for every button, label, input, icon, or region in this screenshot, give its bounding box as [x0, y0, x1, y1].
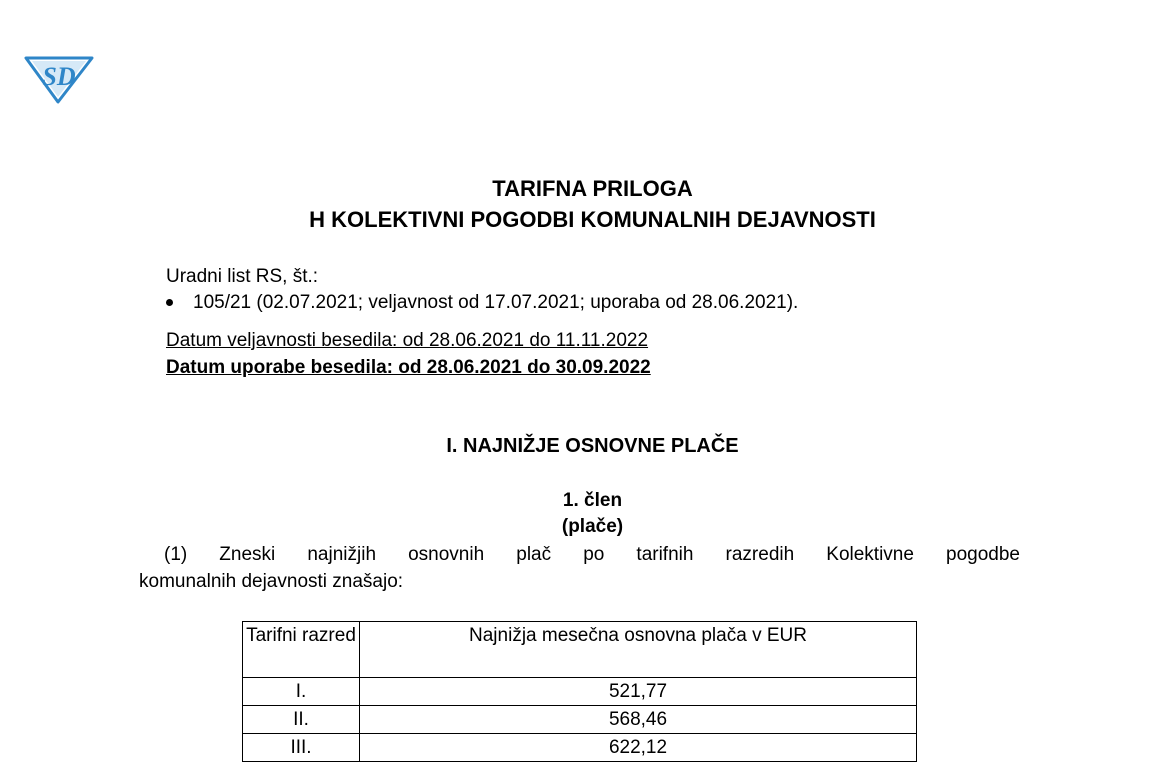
- section-heading: I. NAJNIŽJE OSNOVNE PLAČE: [446, 435, 739, 457]
- table-header-row: [243, 622, 917, 678]
- header-najnizja-placa: Najnižja mesečna osnovna plača v EUR: [360, 622, 917, 678]
- tarifni-razredi-table: [242, 621, 917, 762]
- table-row: [243, 678, 917, 706]
- paragraph-line-1: [139, 541, 1020, 568]
- paragraph-line-2: komunalnih dejavnosti znašajo:: [139, 571, 404, 592]
- header-tarifni-razred: Tarifni razred: [243, 622, 360, 678]
- cell-placa: 568,46: [360, 706, 917, 734]
- cell-placa: 622,12: [360, 734, 917, 762]
- datum-uporabe: Datum uporabe besedila: od 28.06.2021 do 30.09.2022: [166, 357, 651, 378]
- cell-placa: 521,77: [360, 678, 917, 706]
- cell-razred: I.: [243, 678, 360, 706]
- table-row: [243, 734, 917, 762]
- cell-razred: III.: [243, 734, 360, 762]
- document-title: TARIFNA PRILOGA: [492, 176, 693, 201]
- table-row: [243, 706, 917, 734]
- clen-subtitle: (plače): [561, 516, 624, 537]
- logo-text: SD: [42, 62, 76, 91]
- uradni-list-item: 105/21 (02.07.2021; veljavnost od 17.07.2021; uporaba od 28.06.2021).: [193, 292, 799, 313]
- cell-razred: II.: [243, 706, 360, 734]
- sd-logo: [22, 48, 96, 104]
- uradni-list-label: Uradni list RS, št.:: [166, 266, 319, 287]
- datum-veljavnosti: Datum veljavnosti besedila: od 28.06.2021 do 11.11.2022: [166, 330, 649, 351]
- clen-number: 1. člen: [562, 490, 623, 511]
- document-subtitle: H KOLEKTIVNI POGODBI KOMUNALNIH DEJAVNOSTI: [309, 207, 876, 232]
- paragraph-text-1: (1) Zneski najnižjih osnovnih plač po tarifnih razredih Kolektivne pogodbe: [164, 544, 1020, 565]
- bullet-icon: [166, 299, 173, 306]
